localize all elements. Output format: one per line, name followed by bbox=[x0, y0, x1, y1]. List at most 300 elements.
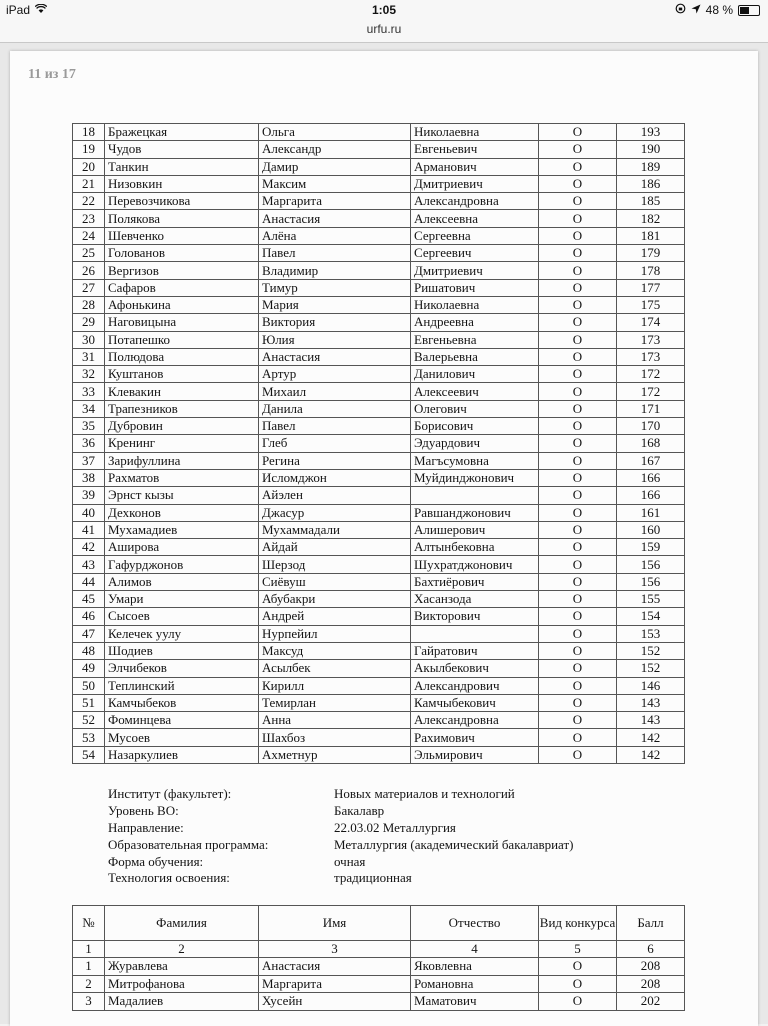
patronymic-cell: Бахтиёрович bbox=[411, 573, 539, 590]
program-info-label: Институт (факультет): bbox=[108, 786, 232, 801]
score-cell: 152 bbox=[617, 660, 685, 677]
name-cell: Виктория bbox=[259, 314, 411, 331]
patronymic-cell: Ришатович bbox=[411, 279, 539, 296]
name-cell: Айэлен bbox=[259, 487, 411, 504]
surname-cell: Низовкин bbox=[105, 175, 259, 192]
row-number: 24 bbox=[73, 227, 105, 244]
name-cell: Максим bbox=[259, 175, 411, 192]
page-indicator: 11 из 17 bbox=[28, 67, 76, 82]
surname-cell: Аширова bbox=[105, 539, 259, 556]
table-row bbox=[73, 729, 685, 746]
competition-type-cell: О bbox=[539, 400, 617, 417]
address-bar[interactable] bbox=[0, 20, 768, 43]
surname-cell: Чудов bbox=[105, 141, 259, 158]
patronymic-cell: Шухратджонович bbox=[411, 556, 539, 573]
score-cell: 171 bbox=[617, 400, 685, 417]
score-cell: 142 bbox=[617, 729, 685, 746]
patronymic-cell: Рахимович bbox=[411, 729, 539, 746]
row-number: 41 bbox=[73, 521, 105, 538]
competition-type-cell: О bbox=[539, 642, 617, 659]
table-row bbox=[73, 608, 685, 625]
table-row bbox=[73, 694, 685, 711]
surname-cell: Зарифуллина bbox=[105, 452, 259, 469]
row-number: 37 bbox=[73, 452, 105, 469]
patronymic-cell: Александрович bbox=[411, 677, 539, 694]
surname-cell: Эрнст кызы bbox=[105, 487, 259, 504]
patronymic-cell: Камчыбекович bbox=[411, 694, 539, 711]
name-cell: Исломджон bbox=[259, 469, 411, 486]
score-cell: 208 bbox=[617, 958, 685, 976]
name-cell: Маргарита bbox=[259, 975, 411, 993]
patronymic-cell: Арманович bbox=[411, 158, 539, 175]
surname-cell: Умари bbox=[105, 591, 259, 608]
score-cell: 153 bbox=[617, 625, 685, 642]
row-number: 39 bbox=[73, 487, 105, 504]
row-number: 49 bbox=[73, 660, 105, 677]
competition-type-cell: О bbox=[539, 521, 617, 538]
patronymic-cell: Эдуардович bbox=[411, 435, 539, 452]
surname-cell: Мусоев bbox=[105, 729, 259, 746]
score-cell: 167 bbox=[617, 452, 685, 469]
row-number: 50 bbox=[73, 677, 105, 694]
device-name: iPad bbox=[6, 3, 31, 17]
competition-type-cell: О bbox=[539, 694, 617, 711]
table-row bbox=[73, 331, 685, 348]
score-cell: 177 bbox=[617, 279, 685, 296]
row-number: 20 bbox=[73, 158, 105, 175]
competition-type-cell: О bbox=[539, 712, 617, 729]
row-number: 25 bbox=[73, 245, 105, 262]
surname-cell: Сафаров bbox=[105, 279, 259, 296]
table-row bbox=[73, 642, 685, 659]
patronymic-cell: Маматович bbox=[411, 993, 539, 1011]
competition-type-cell: О bbox=[539, 314, 617, 331]
surname-cell: Перевозчикова bbox=[105, 193, 259, 210]
surname-cell: Голованов bbox=[105, 245, 259, 262]
row-number: 1 bbox=[73, 958, 105, 976]
name-cell: Тимур bbox=[259, 279, 411, 296]
competition-type-cell: О bbox=[539, 245, 617, 262]
program-info-value: Новых материалов и технологий bbox=[334, 786, 515, 801]
col-num: 1 bbox=[73, 941, 105, 958]
table-row bbox=[73, 418, 685, 435]
name-cell: Данила bbox=[259, 400, 411, 417]
row-number: 3 bbox=[73, 993, 105, 1011]
name-cell: Джасур bbox=[259, 504, 411, 521]
competition-type-cell: О bbox=[539, 993, 617, 1011]
name-cell: Шерзод bbox=[259, 556, 411, 573]
score-cell: 182 bbox=[617, 210, 685, 227]
lock-rotation-icon bbox=[675, 3, 686, 17]
battery-icon bbox=[738, 5, 760, 16]
table-row bbox=[73, 141, 685, 158]
score-cell: 156 bbox=[617, 556, 685, 573]
table-row bbox=[73, 348, 685, 365]
score-cell: 155 bbox=[617, 591, 685, 608]
surname-cell: Назаркулиев bbox=[105, 746, 259, 763]
row-number: 23 bbox=[73, 210, 105, 227]
name-cell: Мария bbox=[259, 296, 411, 313]
table-row bbox=[73, 677, 685, 694]
name-cell: Анна bbox=[259, 712, 411, 729]
name-cell: Артур bbox=[259, 366, 411, 383]
battery-percent: 48 % bbox=[705, 3, 733, 17]
competition-type-cell: О bbox=[539, 124, 617, 141]
table-row bbox=[73, 314, 685, 331]
program-info-value: Бакалавр bbox=[334, 802, 385, 818]
competition-type-cell: О bbox=[539, 469, 617, 486]
score-cell: 178 bbox=[617, 262, 685, 279]
score-cell: 185 bbox=[617, 193, 685, 210]
status-time: 1:05 bbox=[371, 3, 397, 17]
header-surname: Фамилия bbox=[105, 906, 259, 941]
score-cell: 170 bbox=[617, 418, 685, 435]
surname-cell: Кренинг bbox=[105, 435, 259, 452]
name-cell: Нурпейил bbox=[259, 625, 411, 642]
score-cell: 186 bbox=[617, 175, 685, 192]
row-number: 44 bbox=[73, 573, 105, 590]
patronymic-cell: Гайратович bbox=[411, 642, 539, 659]
surname-cell: Элчибеков bbox=[105, 660, 259, 677]
program-info-value: Металлургия (академический бакалавриат) bbox=[334, 836, 574, 852]
table-row bbox=[73, 556, 685, 573]
program-info-row bbox=[108, 785, 708, 802]
score-cell: 189 bbox=[617, 158, 685, 175]
competition-type-cell: О bbox=[539, 227, 617, 244]
row-number: 42 bbox=[73, 539, 105, 556]
score-cell: 181 bbox=[617, 227, 685, 244]
score-cell: 179 bbox=[617, 245, 685, 262]
name-cell: Владимир bbox=[259, 262, 411, 279]
competition-type-cell: О bbox=[539, 348, 617, 365]
row-number: 38 bbox=[73, 469, 105, 486]
competition-type-cell: О bbox=[539, 158, 617, 175]
row-number: 2 bbox=[73, 975, 105, 993]
program-info-row bbox=[108, 836, 708, 853]
header-name: Имя bbox=[259, 906, 411, 941]
score-cell: 166 bbox=[617, 487, 685, 504]
name-cell: Глеб bbox=[259, 435, 411, 452]
score-cell: 168 bbox=[617, 435, 685, 452]
program-info-label: Образовательная программа: bbox=[108, 836, 269, 852]
status-bar bbox=[0, 0, 768, 20]
row-number: 52 bbox=[73, 712, 105, 729]
table-row bbox=[73, 210, 685, 227]
patronymic-cell: Алишерович bbox=[411, 521, 539, 538]
applicants-table-top bbox=[72, 123, 685, 764]
surname-cell: Рахматов bbox=[105, 469, 259, 486]
competition-type-cell: О bbox=[539, 591, 617, 608]
competition-type-cell: О bbox=[539, 435, 617, 452]
applicants-table-bottom bbox=[72, 905, 685, 1011]
row-number: 30 bbox=[73, 331, 105, 348]
row-number: 53 bbox=[73, 729, 105, 746]
score-cell: 193 bbox=[617, 124, 685, 141]
surname-cell: Сысоев bbox=[105, 608, 259, 625]
name-cell: Анастасия bbox=[259, 958, 411, 976]
surname-cell: Дехконов bbox=[105, 504, 259, 521]
patronymic-cell bbox=[411, 625, 539, 642]
table-row bbox=[73, 958, 685, 976]
col-num: 2 bbox=[105, 941, 259, 958]
surname-cell: Митрофанова bbox=[105, 975, 259, 993]
name-cell: Кирилл bbox=[259, 677, 411, 694]
location-arrow-icon bbox=[691, 3, 701, 17]
patronymic-cell: Акылбекович bbox=[411, 660, 539, 677]
name-cell: Абубакри bbox=[259, 591, 411, 608]
score-cell: 159 bbox=[617, 539, 685, 556]
patronymic-cell: Александровна bbox=[411, 712, 539, 729]
competition-type-cell: О bbox=[539, 729, 617, 746]
competition-type-cell: О bbox=[539, 418, 617, 435]
score-cell: 208 bbox=[617, 975, 685, 993]
competition-type-cell: О bbox=[539, 556, 617, 573]
score-cell: 143 bbox=[617, 712, 685, 729]
row-number: 18 bbox=[73, 124, 105, 141]
competition-type-cell: О bbox=[539, 331, 617, 348]
surname-cell: Дубровин bbox=[105, 418, 259, 435]
surname-cell: Гафурджонов bbox=[105, 556, 259, 573]
patronymic-cell: Данилович bbox=[411, 366, 539, 383]
status-right bbox=[675, 3, 760, 17]
score-cell: 190 bbox=[617, 141, 685, 158]
competition-type-cell: О bbox=[539, 193, 617, 210]
surname-cell: Шодиев bbox=[105, 642, 259, 659]
competition-type-cell: О bbox=[539, 141, 617, 158]
name-cell: Андрей bbox=[259, 608, 411, 625]
competition-type-cell: О bbox=[539, 975, 617, 993]
table-row bbox=[73, 591, 685, 608]
competition-type-cell: О bbox=[539, 677, 617, 694]
competition-type-cell: О bbox=[539, 279, 617, 296]
score-cell: 175 bbox=[617, 296, 685, 313]
table-row bbox=[73, 712, 685, 729]
program-info-row bbox=[108, 869, 708, 886]
name-cell: Михаил bbox=[259, 383, 411, 400]
competition-type-cell: О bbox=[539, 958, 617, 976]
row-number: 29 bbox=[73, 314, 105, 331]
col-num: 5 bbox=[539, 941, 617, 958]
table-row bbox=[73, 296, 685, 313]
program-info-row bbox=[108, 802, 708, 819]
pdf-viewer[interactable] bbox=[0, 43, 768, 1024]
patronymic-cell: Александровна bbox=[411, 193, 539, 210]
patronymic-cell: Николаевна bbox=[411, 124, 539, 141]
row-number: 22 bbox=[73, 193, 105, 210]
competition-type-cell: О bbox=[539, 383, 617, 400]
patronymic-cell: Яковлевна bbox=[411, 958, 539, 976]
table-row bbox=[73, 975, 685, 993]
competition-type-cell: О bbox=[539, 262, 617, 279]
score-cell: 156 bbox=[617, 573, 685, 590]
row-number: 28 bbox=[73, 296, 105, 313]
score-cell: 173 bbox=[617, 331, 685, 348]
table-row bbox=[73, 573, 685, 590]
patronymic-cell: Сергеевич bbox=[411, 245, 539, 262]
row-number: 26 bbox=[73, 262, 105, 279]
row-number: 21 bbox=[73, 175, 105, 192]
row-number: 45 bbox=[73, 591, 105, 608]
program-info-value: традиционная bbox=[334, 870, 412, 886]
table-row bbox=[73, 366, 685, 383]
surname-cell: Алимов bbox=[105, 573, 259, 590]
surname-cell: Мухамадиев bbox=[105, 521, 259, 538]
program-info bbox=[108, 785, 708, 886]
table-row bbox=[73, 487, 685, 504]
patronymic-cell: Андреевна bbox=[411, 314, 539, 331]
table-row bbox=[73, 660, 685, 677]
row-number: 34 bbox=[73, 400, 105, 417]
name-cell: Анастасия bbox=[259, 348, 411, 365]
patronymic-cell: Хасанзода bbox=[411, 591, 539, 608]
score-cell: 143 bbox=[617, 694, 685, 711]
surname-cell: Полякова bbox=[105, 210, 259, 227]
patronymic-cell: Равшанджонович bbox=[411, 504, 539, 521]
surname-cell: Афонькина bbox=[105, 296, 259, 313]
surname-cell: Куштанов bbox=[105, 366, 259, 383]
table-row bbox=[73, 469, 685, 486]
patronymic-cell: Борисович bbox=[411, 418, 539, 435]
col-num: 3 bbox=[259, 941, 411, 958]
name-cell: Мухаммадали bbox=[259, 521, 411, 538]
name-cell: Регина bbox=[259, 452, 411, 469]
score-cell: 172 bbox=[617, 366, 685, 383]
program-info-row bbox=[108, 819, 708, 836]
competition-type-cell: О bbox=[539, 487, 617, 504]
surname-cell: Фоминцева bbox=[105, 712, 259, 729]
name-cell: Ольга bbox=[259, 124, 411, 141]
table-row bbox=[73, 993, 685, 1011]
competition-type-cell: О bbox=[539, 660, 617, 677]
patronymic-cell: Викторович bbox=[411, 608, 539, 625]
surname-cell: Полюдова bbox=[105, 348, 259, 365]
row-number: 19 bbox=[73, 141, 105, 158]
table-row bbox=[73, 400, 685, 417]
score-cell: 166 bbox=[617, 469, 685, 486]
patronymic-cell: Валерьевна bbox=[411, 348, 539, 365]
column-numbers-row bbox=[73, 941, 685, 958]
program-info-value: 22.03.02 Металлургия bbox=[334, 819, 456, 835]
surname-cell: Потапешко bbox=[105, 331, 259, 348]
score-cell: 161 bbox=[617, 504, 685, 521]
program-info-label: Форма обучения: bbox=[108, 853, 204, 869]
name-cell: Асылбек bbox=[259, 660, 411, 677]
score-cell: 154 bbox=[617, 608, 685, 625]
surname-cell: Вергизов bbox=[105, 262, 259, 279]
header-score: Балл bbox=[617, 906, 685, 941]
patronymic-cell: Дмитриевич bbox=[411, 262, 539, 279]
header-number: № bbox=[73, 906, 105, 941]
name-cell: Темирлан bbox=[259, 694, 411, 711]
program-info-value: очная bbox=[334, 853, 366, 869]
table-row bbox=[73, 227, 685, 244]
patronymic-cell: Алексеевич bbox=[411, 383, 539, 400]
row-number: 31 bbox=[73, 348, 105, 365]
competition-type-cell: О bbox=[539, 452, 617, 469]
score-cell: 146 bbox=[617, 677, 685, 694]
competition-type-cell: О bbox=[539, 175, 617, 192]
patronymic-cell: Николаевна bbox=[411, 296, 539, 313]
competition-type-cell: О bbox=[539, 296, 617, 313]
score-cell: 172 bbox=[617, 383, 685, 400]
name-cell: Айдай bbox=[259, 539, 411, 556]
score-cell: 173 bbox=[617, 348, 685, 365]
surname-cell: Шевченко bbox=[105, 227, 259, 244]
name-cell: Юлия bbox=[259, 331, 411, 348]
table-row bbox=[73, 193, 685, 210]
name-cell: Маргарита bbox=[259, 193, 411, 210]
score-cell: 174 bbox=[617, 314, 685, 331]
row-number: 43 bbox=[73, 556, 105, 573]
col-num: 4 bbox=[411, 941, 539, 958]
table-row bbox=[73, 435, 685, 452]
patronymic-cell: Эльмирович bbox=[411, 746, 539, 763]
table-row bbox=[73, 124, 685, 141]
competition-type-cell: О bbox=[539, 625, 617, 642]
surname-cell: Мадалиев bbox=[105, 993, 259, 1011]
table-row bbox=[73, 383, 685, 400]
surname-cell: Бражецкая bbox=[105, 124, 259, 141]
surname-cell: Танкин bbox=[105, 158, 259, 175]
table-row bbox=[73, 452, 685, 469]
name-cell: Павел bbox=[259, 418, 411, 435]
score-cell: 202 bbox=[617, 993, 685, 1011]
competition-type-cell: О bbox=[539, 366, 617, 383]
surname-cell: Келечек уулу bbox=[105, 625, 259, 642]
row-number: 35 bbox=[73, 418, 105, 435]
surname-cell: Трапезников bbox=[105, 400, 259, 417]
surname-cell: Камчыбеков bbox=[105, 694, 259, 711]
patronymic-cell bbox=[411, 487, 539, 504]
row-number: 54 bbox=[73, 746, 105, 763]
name-cell: Шахбоз bbox=[259, 729, 411, 746]
header-patronymic: Отчество bbox=[411, 906, 539, 941]
table-row bbox=[73, 262, 685, 279]
col-num: 6 bbox=[617, 941, 685, 958]
competition-type-cell: О bbox=[539, 504, 617, 521]
patronymic-cell: Муйдинджонович bbox=[411, 469, 539, 486]
patronymic-cell: Евгеньевна bbox=[411, 331, 539, 348]
table-row bbox=[73, 158, 685, 175]
name-cell: Алёна bbox=[259, 227, 411, 244]
row-number: 47 bbox=[73, 625, 105, 642]
name-cell: Сиёвуш bbox=[259, 573, 411, 590]
document-page bbox=[10, 51, 758, 1026]
row-number: 46 bbox=[73, 608, 105, 625]
competition-type-cell: О bbox=[539, 539, 617, 556]
surname-cell: Наговицына bbox=[105, 314, 259, 331]
table-row bbox=[73, 746, 685, 763]
program-info-label: Уровень ВО: bbox=[108, 802, 179, 818]
row-number: 27 bbox=[73, 279, 105, 296]
patronymic-cell: Олегович bbox=[411, 400, 539, 417]
surname-cell: Клевакин bbox=[105, 383, 259, 400]
name-cell: Александр bbox=[259, 141, 411, 158]
url-text[interactable]: urfu.ru bbox=[366, 22, 402, 36]
table-row bbox=[73, 625, 685, 642]
row-number: 51 bbox=[73, 694, 105, 711]
name-cell: Ахметнур bbox=[259, 746, 411, 763]
table-row bbox=[73, 521, 685, 538]
table-row bbox=[73, 539, 685, 556]
patronymic-cell: Романовна bbox=[411, 975, 539, 993]
row-number: 40 bbox=[73, 504, 105, 521]
header-competition-type: Вид конкурса bbox=[539, 906, 617, 941]
table-header-row bbox=[73, 906, 685, 941]
name-cell: Павел bbox=[259, 245, 411, 262]
program-info-row bbox=[108, 853, 708, 870]
row-number: 36 bbox=[73, 435, 105, 452]
